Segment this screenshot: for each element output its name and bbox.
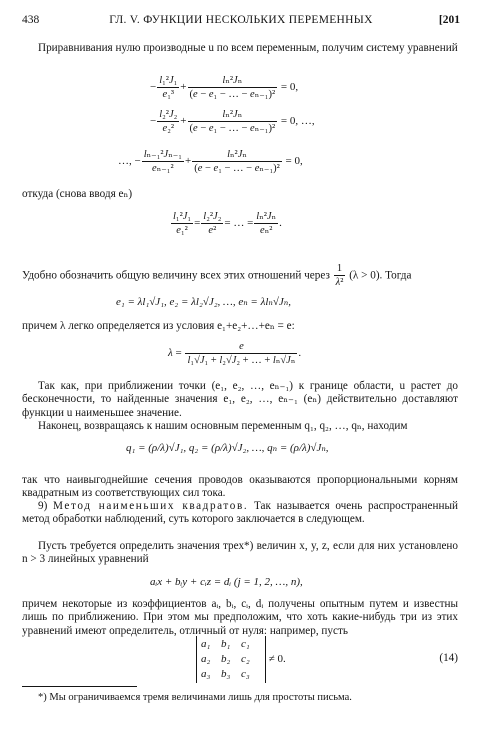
equation-ratios: $\frac{\text{l₁²J₁}}{\text{e₁²}}$ = $\frac{\text{l₂²J₂}}{\text{e²}}$ = … = $\frac{\text{lₙ²Jₙ}}{\text{eₙ²}}$ .: [173, 211, 282, 236]
paragraph-system-intro: Приравнивания нулю производные u по всем переменным, получим систему уравнений: [38, 42, 458, 54]
section-number: [201: [438, 14, 460, 26]
equation-q-values: q₁ = (ρ/λ)√J₁, q₂ = (ρ/λ)√J₂, …, qₙ = (ρ/λ)√Jₙ,: [126, 442, 329, 454]
running-title: ГЛ. V. ФУНКЦИИ НЕСКОЛЬКИХ ПЕРЕМЕННЫХ: [109, 14, 373, 26]
paragraph-notation: Удобно обозначить общую величину всех этих отношений через $\frac{1}{\text{λ²}}$ (λ > 0). Тогда: [22, 263, 412, 289]
paragraph-conclusion: так что наивыгоднейшие сечения проводов оказываются пропорциональными корням квадратным из соответствующих сил тока.: [22, 474, 458, 500]
paragraph-return-variables: Наконец, возвращаясь к нашим основным переменным q₁, q₂, …, qₙ, находим: [38, 420, 408, 432]
determinant: a₁ b₁ c₁ a₂ b₂ c₂ a₃ b₃ c₃ ≠ 0.: [196, 636, 286, 683]
paragraph-lambda-condition: причем λ легко определяется из условия e₁+e₂+…+eₙ = e:: [22, 320, 295, 332]
equation-e-values: e₁ = λl₁√J₁, e₂ = λl₂√J₂, …, eₙ = λlₙ√Jₙ,: [116, 296, 291, 308]
running-header: [22, 14, 460, 30]
equation-linear-system: aᵢx + bᵢy + cᵢz = dᵢ (j = 1, 2, …, n),: [150, 576, 303, 588]
footnote-rule: [22, 686, 137, 687]
equation-line-2: − $\frac{\text{l₂²J₂}}{\text{e₂²}}$ + $\frac{\text{lₙ²Jₙ}}{\text{(e − e₁ − … − eₙ₋₁)²}}$ = 0, …,: [150, 109, 315, 134]
section-title-least-squares: Метод наименьших квадратов.: [53, 500, 249, 512]
equation-number: (14): [439, 652, 458, 664]
paragraph-problem: Пусть требуется определить значения трех*) величин x, y, z, если для них установлено n > 3 линейных уравнений: [22, 540, 458, 566]
paragraph-whence: откуда (снова вводя eₙ): [22, 188, 133, 200]
equation-line-1: − $\frac{\text{l₁²J₁}}{\text{e₁³}}$ + $\frac{\text{lₙ²Jₙ}}{\text{(e − e₁ − … − eₙ₋₁)²}}$ = 0,: [150, 75, 299, 100]
equation-lambda: λ = $\frac{e}{\text{l₁√J₁ + l₂√J₂ + … + lₙ√Jₙ}}$ .: [168, 341, 302, 366]
equation-line-3: …, − $\frac{\text{lₙ₋₁²Jₙ₋₁}}{\text{eₙ₋₁²}}$ + $\frac{\text{lₙ²Jₙ}}{\text{(e − e₁ − … − eₙ₋₁)²}}$ = 0,: [118, 149, 303, 174]
paragraph-least-squares: 9) Метод наименьших квадратов. Так называется очень распространенный метод обработки наблюдений, суть которого заключается в следующем.: [22, 500, 458, 526]
footnote: *) Мы ограничиваемся тремя величинами лишь для простоты письма.: [38, 692, 352, 703]
paragraph-determinant-intro: причем некоторые из коэффициентов aᵢ, bᵢ, cᵢ, dᵢ получены опытным путем и известны лишь по приближению. При этом мы предположим, что хоть какие-нибудь три из этих уравнений имеют определитель, отличный от нуля: например, пусть: [22, 598, 458, 637]
page-number: 438: [22, 14, 40, 26]
paragraph-boundary: Так как, при приближении точки (e₁, e₂, …, eₙ₋₁) к границе области, u растет до бесконечности, то найденные значения e₁, e₂, …, eₙ₋₁ (eₙ) действительно доставляют функции u наименьшее значение.: [22, 380, 458, 419]
